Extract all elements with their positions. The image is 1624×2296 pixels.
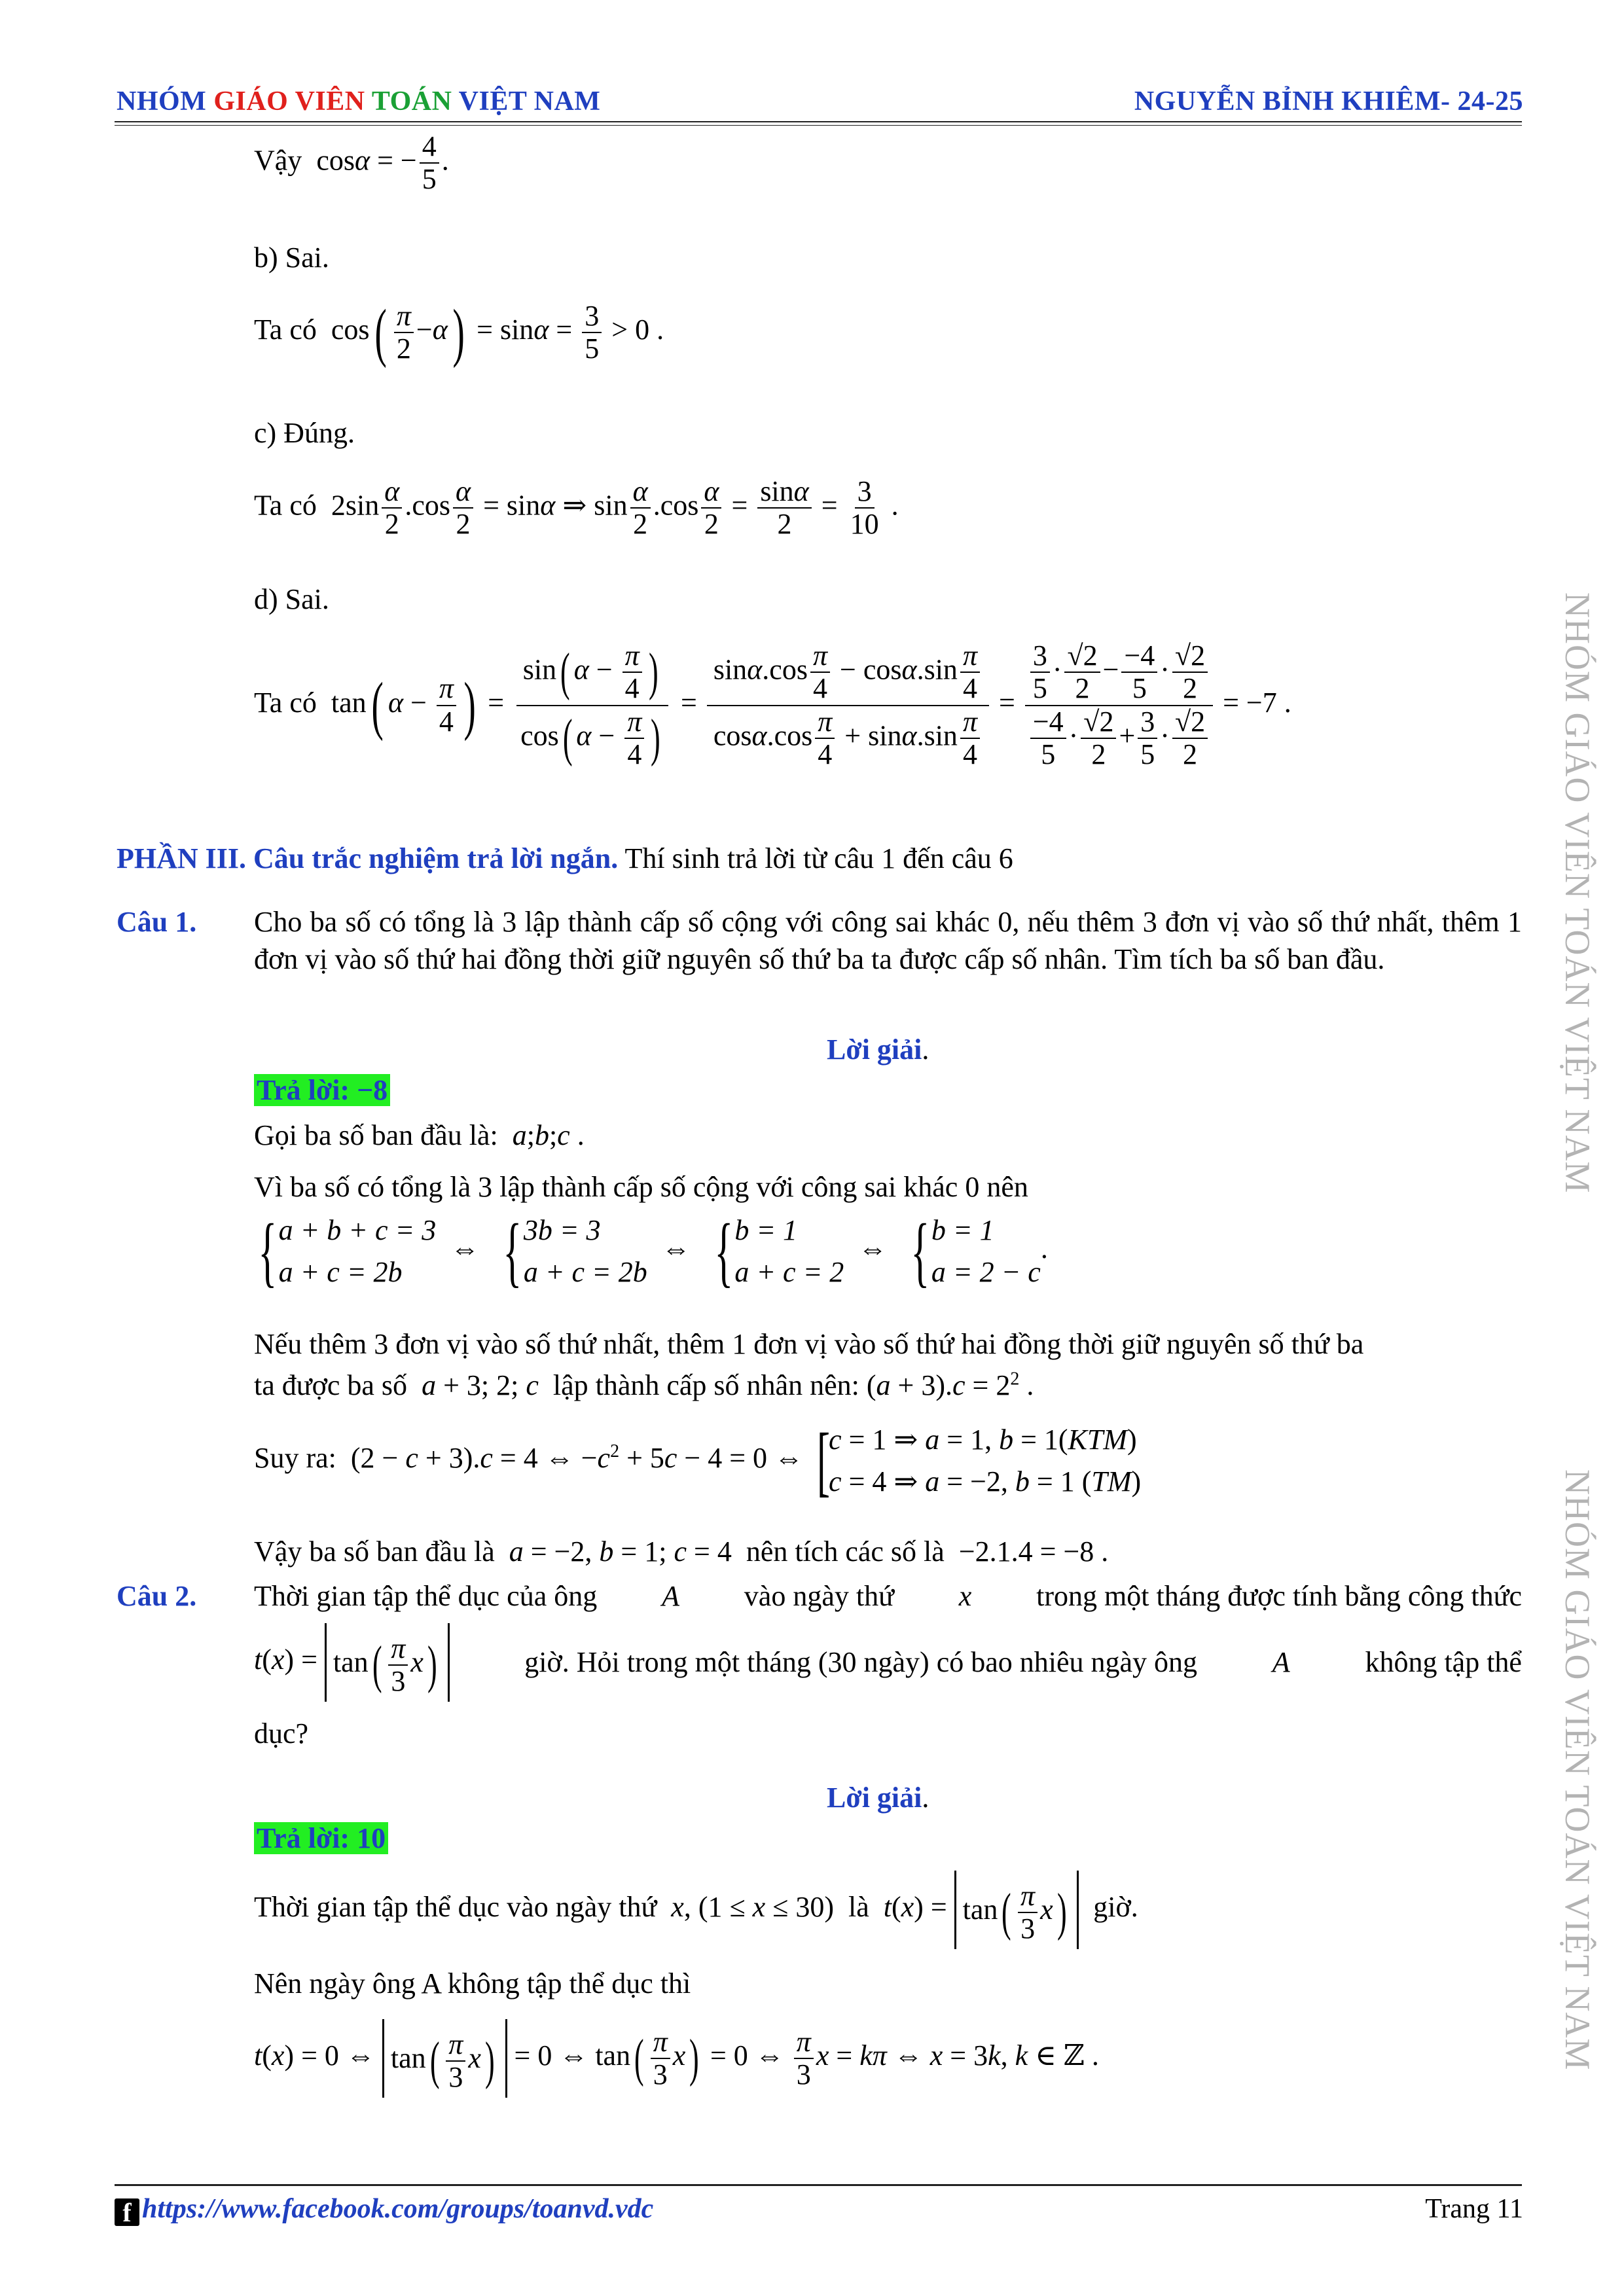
q2-text-1: Thời gian tập thể dục của ông — [254, 1580, 598, 1612]
q2-line-3: t(x) = 0 ⇔ tan( $\frac{\pi}{3}$ x) = 0 ⇔ tan( $\frac{\pi}{3}$ x) = 0 ⇔ $\frac{\pi}{3}$ x = kπ ⇔ x = 3k, k ∈ ℤ . — [254, 2019, 1099, 2098]
question-2-label: Câu 2. — [117, 1580, 197, 1612]
conclusion-cos: Vậy cosα = − $\frac{4}{5}$ . — [254, 130, 449, 196]
footer-facebook-link[interactable] — [115, 2191, 653, 2227]
question-1-label: Câu 1. — [117, 906, 197, 938]
question-1-solution-heading: Lời giải. — [827, 1033, 929, 1066]
section-3-title: PHẦN III. Câu trắc nghiệm trả lời ngắn. — [117, 842, 619, 874]
section-3-heading — [117, 840, 1013, 877]
facebook-icon: f — [115, 2198, 139, 2226]
q1-line-4-text: ta được ba số — [254, 1369, 408, 1401]
q2-line-1b-text: là — [848, 1891, 869, 1924]
item-b-label: b) Sai. — [254, 242, 329, 274]
q1-line-1-text: Gọi ba số ban đầu là: — [254, 1119, 498, 1151]
header-group-name — [117, 84, 600, 120]
question-2-line-2: t(x) = tan( $\frac{\pi}{3}$ x) giờ. Hỏi trong một tháng (30 ngày) có bao nhiêu ngày ông A không tập thể — [254, 1623, 1522, 1702]
question-2-solution-heading: Lời giải. — [827, 1782, 929, 1814]
q1-line-5-text: Suy ra: — [254, 1441, 336, 1474]
q2-text-2: vào ngày thứ — [744, 1580, 894, 1612]
q1-line-1: Gọi ba số ban đầu là: a;b;c . — [254, 1119, 585, 1151]
q1-line-6a-text: Vậy ba số ban đầu là — [254, 1535, 495, 1568]
q2-text-3: trong một tháng được tính bằng công thức — [1036, 1580, 1522, 1612]
q2-line-2: Nên ngày ông A không tập thể dục thì — [254, 1967, 691, 2000]
q1-system: { a + b + c = 3 a + c = 2b ⇔ { 3b = 3 a + c = 2b ⇔ { b = 1 a + c = 2 ⇔ { b = 1 a = 2 − c . — [258, 1207, 1048, 1295]
q1-line-5: Suy ra: (2 − c + 3).c = 4 ⇔ $-c^2 + 5c - 4 = 0$ ⇔ [ c = 1 ⇒ a = 1, b = 1(KTM) c = 4 ⇒ a = −2, b = 1 (TM) — [254, 1416, 1142, 1504]
answer-label: Trả lời: 10 — [254, 1822, 388, 1854]
conclusion-label: Vậy — [254, 144, 302, 177]
q1-line-4b-text: lập thành cấp số nhân nên: — [552, 1369, 859, 1401]
watermark-lower: NHÓM GIÁO VIÊN TOÁN VIỆT NAM — [1558, 1469, 1597, 2071]
watermark-upper: NHÓM GIÁO VIÊN TOÁN VIỆT NAM — [1558, 592, 1597, 1194]
question-2-line-1: Thời gian tập thể dục của ông A vào ngày thứ x trong một tháng được tính bằng công thức — [254, 1577, 1522, 1615]
header-group-part1: NHÓM — [117, 86, 214, 117]
item-d-formula: Ta có tan( α − $\frac{\pi}{4}$ ) = sin( α − $\frac{\pi}{4}$ ) cos( α − $\frac{\pi}{4}$ ) = sinα.cos $\frac{\pi}{4}$ − cosα.sin $\frac{\pi}{4}$ cosα.cos $\frac{\pi}{4}$ + sinα.sin $\frac{\pi}{4}$ = $\frac{3}{5}$ · $\frac{√2}{2}$ − $\frac{-4}{5}$ · $\frac{√2}{2}$ $\frac{-4}{5}$ · $\frac{√2}{2}$ + $\frac{3}{5}$ · $\frac{√2}{2}$ = −7 . — [254, 639, 1291, 771]
header-group-part3: TOÁN — [371, 86, 459, 117]
ta-co-label: Ta có — [254, 314, 317, 346]
question-2-answer — [254, 1820, 388, 1857]
q1-line-6: Vậy ba số ban đầu là a = −2, b = 1; c = 4 nên tích các số là −2.1.4 = −8 . — [254, 1535, 1109, 1568]
footer-link-text[interactable]: https://www.facebook.com/groups/toanvd.vdc — [142, 2194, 654, 2224]
answer-label: Trả lời: — [257, 1074, 350, 1106]
page-number: Trang 11 — [1425, 2194, 1523, 2224]
q2-line-1a-text: Thời gian tập thể dục vào ngày thứ — [254, 1891, 657, 1924]
question-1-answer — [254, 1071, 390, 1109]
question-1-text: Cho ba số có tổng là 3 lập thành cấp số cộng với công sai khác 0, nếu thêm 3 đơn vị vào số thứ nhất, thêm 1 đơn vị vào số thứ hai đồng thời giữ nguyên số thứ ba ta được cấp số nhân. Tìm tích ba số ban đầu. — [254, 906, 1522, 976]
q2-text-5: không tập thể — [1365, 1646, 1522, 1679]
item-b-formula: Ta có cos( $\frac{\pi}{2}$ −α) = sinα = $\frac{3}{5}$ > 0 . — [254, 296, 664, 368]
item-d-label: d) Sai. — [254, 583, 329, 615]
solution-label: Lời giải — [827, 1033, 922, 1066]
header-group-part4: VIỆT NAM — [458, 86, 601, 117]
footer-divider — [115, 2184, 1522, 2186]
q1-line-3: Nếu thêm 3 đơn vị vào số thứ nhất, thêm 1 đơn vị vào số thứ hai đồng thời giữ nguyên số thứ ba — [254, 1328, 1364, 1360]
q2-line-1: Thời gian tập thể dục vào ngày thứ x, (1 ≤ x ≤ 30) là t(x) = tan( $\frac{\pi}{3}$ x) giờ. — [254, 1871, 1138, 1949]
item-c-formula: Ta có 2sin $\frac{\alpha}{2}$ .cos $\frac{\alpha}{2}$ = sinα ⇒ sin $\frac{\alpha}{2}$ .cos $\frac{\alpha}{2}$ = $\frac{\sin\alpha}{2}$ = $\frac{3}{10}$ . — [254, 475, 899, 541]
section-3-subtitle: Thí sinh trả lời từ câu 1 đến câu 6 — [618, 842, 1013, 874]
solution-label: Lời giải — [827, 1782, 922, 1814]
q2-text-4: giờ. Hỏi trong một tháng (30 ngày) có bao nhiêu ngày ông — [524, 1646, 1198, 1679]
header-school: NGUYỄN BỈNH KHIÊM- 24-25 — [1134, 86, 1523, 117]
answer-value: −8 — [357, 1074, 388, 1106]
q2-text-6: dục? — [254, 1717, 309, 1749]
header-group-part2: GIÁO VIÊN — [213, 86, 372, 117]
q1-line-4: ta được ba số a + 3; 2; c lập thành cấp số nhân nên: $(a + 3).c = 2^2$ . — [254, 1369, 1034, 1401]
header-divider — [115, 121, 1522, 126]
q1-line-2: Vì ba số có tổng là 3 lập thành cấp số cộng với công sai khác 0 nên — [254, 1171, 1028, 1203]
ta-co-label: Ta có — [254, 686, 317, 719]
q2-line-1c-text: giờ. — [1093, 1891, 1138, 1924]
ta-co-label: Ta có — [254, 489, 317, 522]
q1-line-6b-text: nên tích các số là — [746, 1535, 945, 1568]
item-c-label: c) Đúng. — [254, 417, 355, 449]
